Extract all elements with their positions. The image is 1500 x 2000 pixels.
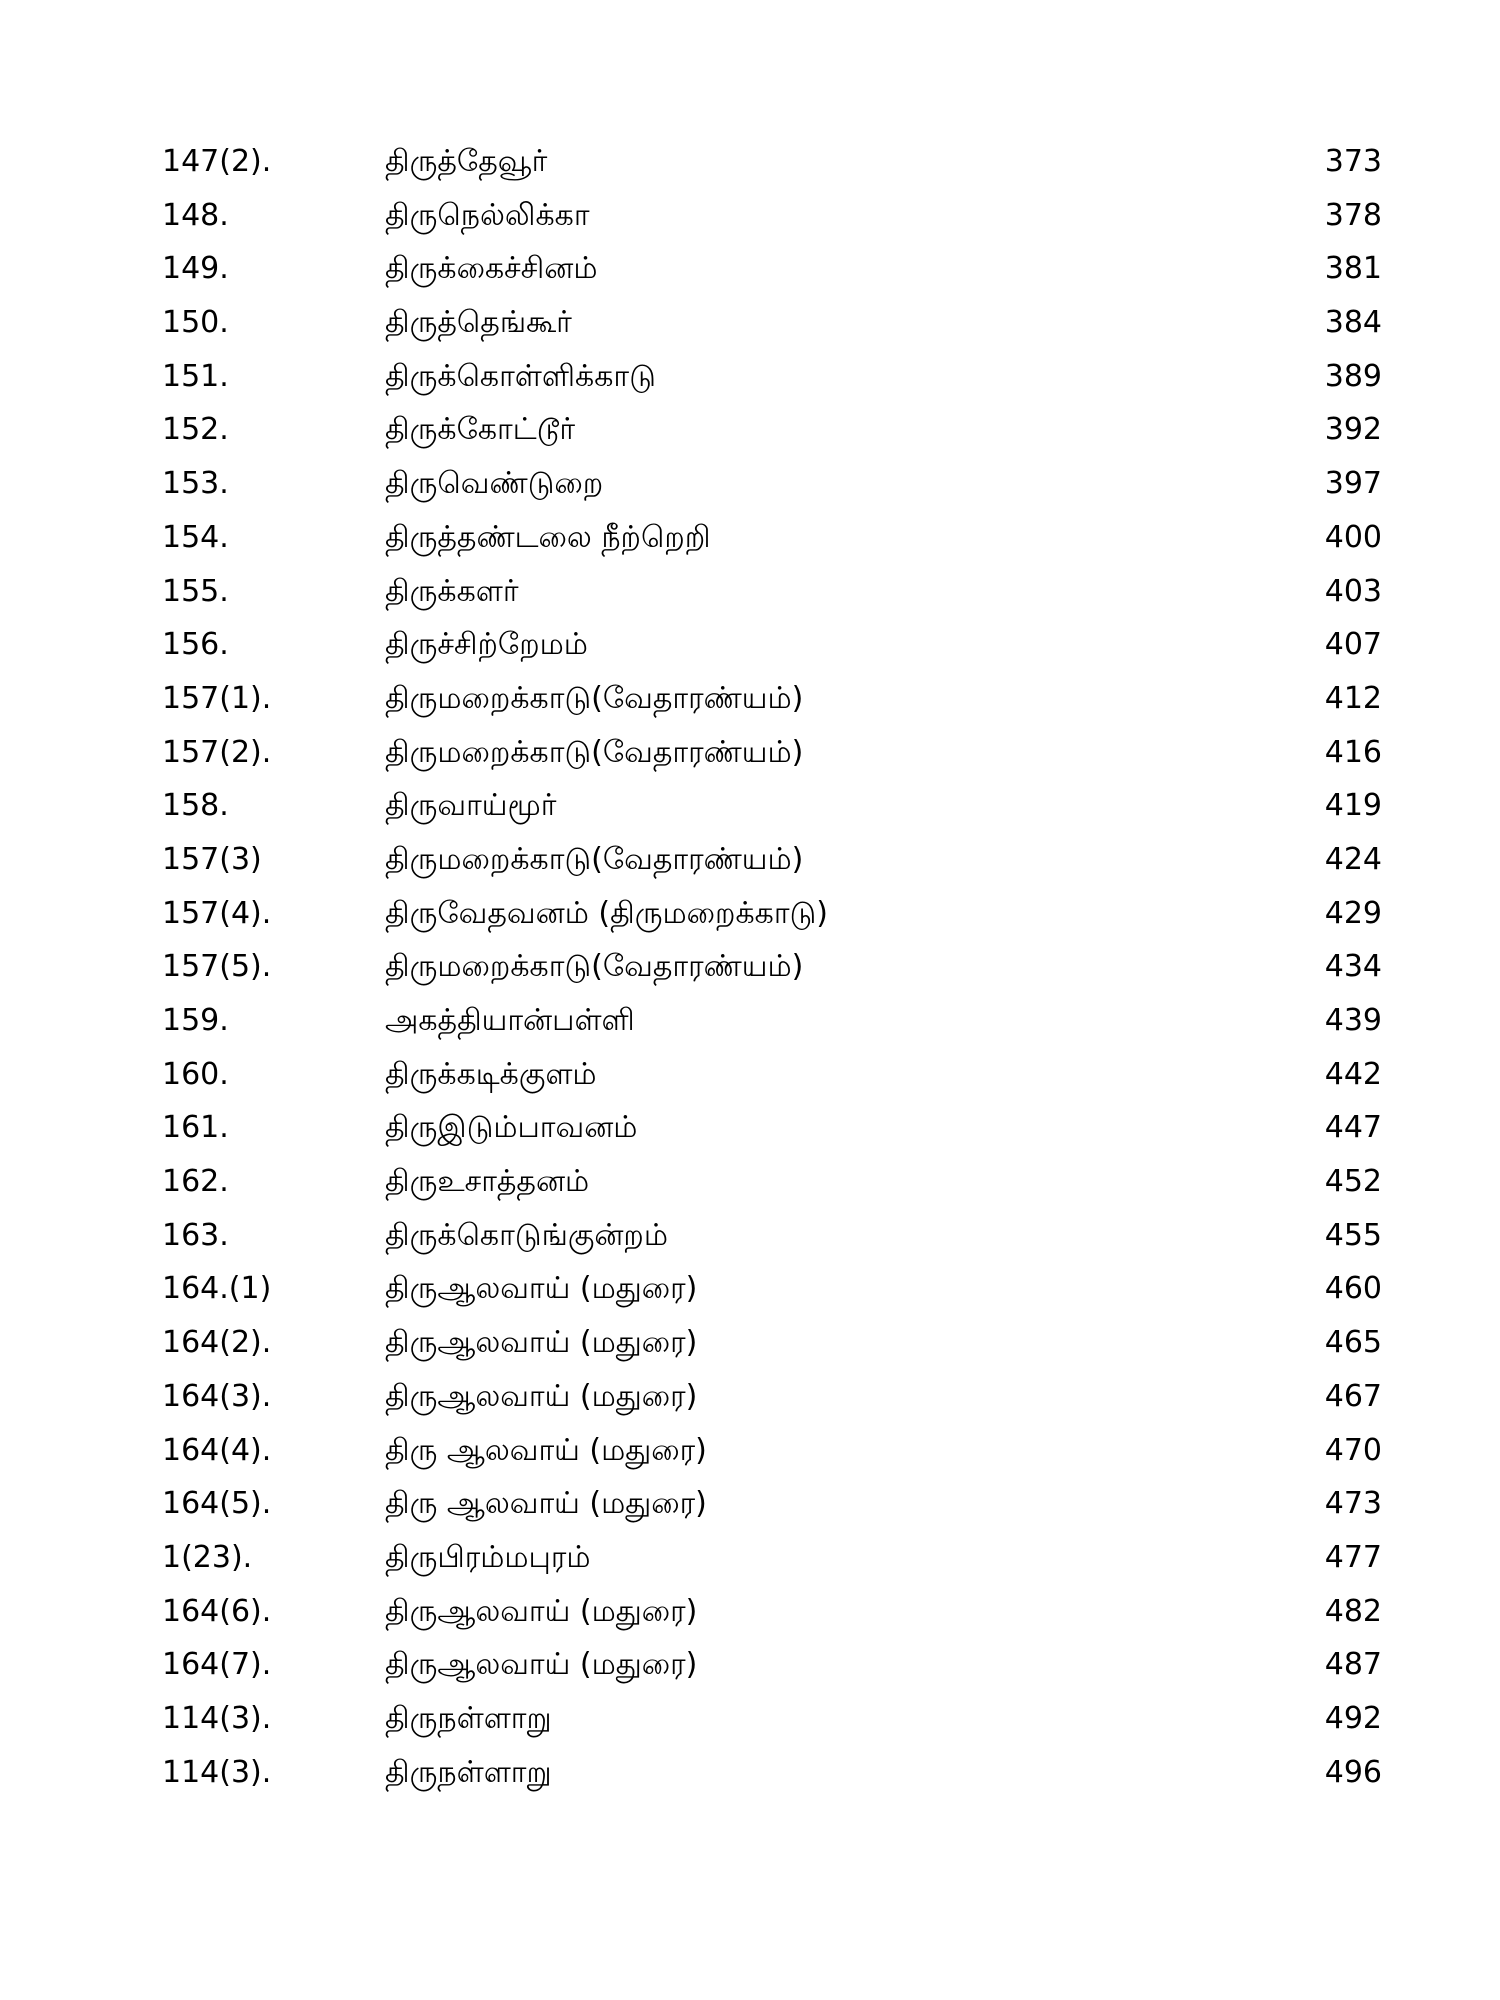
toc-page-number: 392 (1324, 412, 1382, 448)
toc-number: 150. (162, 305, 229, 341)
toc-title: திருஆலவாய் (மதுரை) (385, 1647, 698, 1683)
toc-row (0, 457, 1500, 511)
toc-number: 159. (162, 1003, 229, 1038)
toc-number: 157(5). (162, 949, 272, 985)
toc-page-number: 473 (1324, 1486, 1382, 1522)
toc-row (0, 403, 1500, 457)
toc-number: 160. (162, 1056, 229, 1092)
toc-number: 162. (162, 1164, 229, 1200)
toc-row (0, 1262, 1500, 1316)
toc-page-number: 455 (1324, 1217, 1382, 1253)
toc-page-number: 378 (1324, 197, 1382, 233)
toc-page-number: 496 (1324, 1754, 1382, 1790)
toc-row (0, 1531, 1500, 1585)
toc-page-number: 424 (1324, 841, 1382, 877)
toc-page-number: 447 (1324, 1110, 1382, 1146)
toc-page-number: 467 (1324, 1378, 1382, 1414)
toc-page-number: 373 (1324, 144, 1382, 179)
toc-number: 164(7). (162, 1647, 272, 1683)
toc-page-number: 419 (1324, 788, 1382, 824)
toc-title: திருக்கைச்சினம் (385, 251, 598, 287)
toc-page-number: 389 (1324, 358, 1382, 394)
toc-number: 157(4). (162, 895, 272, 931)
toc-row (0, 350, 1500, 404)
toc-number: 164(6). (162, 1593, 272, 1629)
toc-row (0, 672, 1500, 726)
toc-row (0, 565, 1500, 619)
toc-page-number: 487 (1324, 1647, 1382, 1683)
toc-title: திருக்கொள்ளிக்காடு (385, 358, 656, 394)
toc-row (0, 779, 1500, 833)
toc-row (0, 1101, 1500, 1155)
toc-title: திருநள்ளாறு (385, 1700, 552, 1736)
toc-title: திருவெண்டுறை (385, 466, 604, 502)
toc-number: 164(2). (162, 1325, 272, 1361)
toc-page-number: 381 (1324, 251, 1382, 287)
toc-row (0, 833, 1500, 887)
toc-title: திருமறைக்காடு(வேதாரண்யம்) (385, 949, 804, 985)
toc-number: 148. (162, 197, 229, 233)
toc-page-number: 434 (1324, 949, 1382, 985)
toc-row (0, 1585, 1500, 1639)
toc-number: 156. (162, 627, 229, 663)
toc-row (0, 1746, 1500, 1800)
toc-number: 114(3). (162, 1754, 272, 1790)
toc-row (0, 618, 1500, 672)
toc-number: 157(2). (162, 734, 272, 770)
toc-title: திரு ஆலவாய் (மதுரை) (385, 1486, 707, 1522)
toc-title: திருஉசாத்தனம் (385, 1164, 590, 1200)
toc-row (0, 1155, 1500, 1209)
toc-page-number: 397 (1324, 466, 1382, 502)
toc-number: 157(3) (162, 841, 262, 877)
toc-page-number: 477 (1324, 1539, 1382, 1575)
toc-row (0, 1370, 1500, 1424)
toc-title: திருமறைக்காடு(வேதாரண்யம்) (385, 841, 804, 877)
toc-row (0, 994, 1500, 1048)
toc-title: திருக்களர் (385, 573, 519, 609)
toc-row (0, 189, 1500, 243)
toc-row (0, 1477, 1500, 1531)
toc-page-number: 416 (1324, 734, 1382, 770)
toc-title: திருநெல்லிக்கா (385, 197, 590, 233)
toc-row (0, 135, 1500, 189)
toc-number: 147(2). (162, 144, 272, 179)
toc-title: திருத்தண்டலை நீற்றெறி (385, 519, 711, 555)
toc-number: 157(1). (162, 680, 272, 716)
toc-number: 158. (162, 788, 229, 824)
toc-page-number: 429 (1324, 895, 1382, 931)
toc-page-number: 460 (1324, 1271, 1382, 1307)
toc-page-number: 492 (1324, 1700, 1382, 1736)
table-of-contents (0, 135, 1500, 1799)
toc-title: திருக்கடிக்குளம் (385, 1056, 597, 1092)
toc-number: 114(3). (162, 1700, 272, 1736)
toc-number: 161. (162, 1110, 229, 1146)
toc-title: திருஆலவாய் (மதுரை) (385, 1271, 698, 1307)
toc-title: திருவாய்மூர் (385, 788, 557, 824)
toc-page-number: 465 (1324, 1325, 1382, 1361)
toc-page-number: 403 (1324, 573, 1382, 609)
toc-page-number: 482 (1324, 1593, 1382, 1629)
toc-row (0, 1424, 1500, 1478)
toc-page-number: 452 (1324, 1164, 1382, 1200)
toc-title: திருபிரம்மபுரம் (385, 1539, 591, 1575)
toc-title: திருநள்ளாறு (385, 1754, 552, 1790)
toc-title: திருத்தேவூர் (385, 144, 548, 179)
toc-title: திருமறைக்காடு(வேதாரண்யம்) (385, 734, 804, 770)
toc-page-number: 400 (1324, 519, 1382, 555)
toc-number: 154. (162, 519, 229, 555)
toc-title: திருவேதவனம் (திருமறைக்காடு) (385, 895, 828, 931)
toc-row (0, 940, 1500, 994)
toc-title: திருச்சிற்றேமம் (385, 627, 588, 663)
toc-number: 149. (162, 251, 229, 287)
toc-number: 152. (162, 412, 229, 448)
toc-number: 164(3). (162, 1378, 272, 1414)
toc-page-number: 439 (1324, 1003, 1382, 1038)
toc-title: திருஆலவாய் (மதுரை) (385, 1378, 698, 1414)
toc-row (0, 1638, 1500, 1692)
toc-page-number: 470 (1324, 1432, 1382, 1468)
toc-number: 164(4). (162, 1432, 272, 1468)
toc-number: 151. (162, 358, 229, 394)
toc-number: 164(5). (162, 1486, 272, 1522)
toc-title: திருக்கோட்டூர் (385, 412, 576, 448)
toc-row (0, 726, 1500, 780)
toc-row (0, 296, 1500, 350)
toc-row (0, 1692, 1500, 1746)
toc-title: திரு ஆலவாய் (மதுரை) (385, 1432, 707, 1468)
toc-page-number: 407 (1324, 627, 1382, 663)
toc-page-number: 384 (1324, 305, 1382, 341)
toc-title: திருஆலவாய் (மதுரை) (385, 1325, 698, 1361)
toc-title: அகத்தியான்பள்ளி (385, 1003, 635, 1038)
toc-title: திருஇடும்பாவனம் (385, 1110, 638, 1146)
toc-row (0, 1209, 1500, 1263)
toc-row (0, 1316, 1500, 1370)
toc-title: திருஆலவாய் (மதுரை) (385, 1593, 698, 1629)
toc-page-number: 412 (1324, 680, 1382, 716)
toc-row (0, 1048, 1500, 1102)
toc-row (0, 511, 1500, 565)
toc-title: திருத்தெங்கூர் (385, 305, 572, 341)
toc-title: திருமறைக்காடு(வேதாரண்யம்) (385, 680, 804, 716)
toc-number: 164.(1) (162, 1271, 272, 1307)
toc-number: 155. (162, 573, 229, 609)
toc-row (0, 242, 1500, 296)
toc-page-number: 442 (1324, 1056, 1382, 1092)
toc-title: திருக்கொடுங்குன்றம் (385, 1217, 668, 1253)
toc-number: 153. (162, 466, 229, 502)
toc-row (0, 887, 1500, 941)
toc-number: 1(23). (162, 1539, 253, 1575)
toc-number: 163. (162, 1217, 229, 1253)
